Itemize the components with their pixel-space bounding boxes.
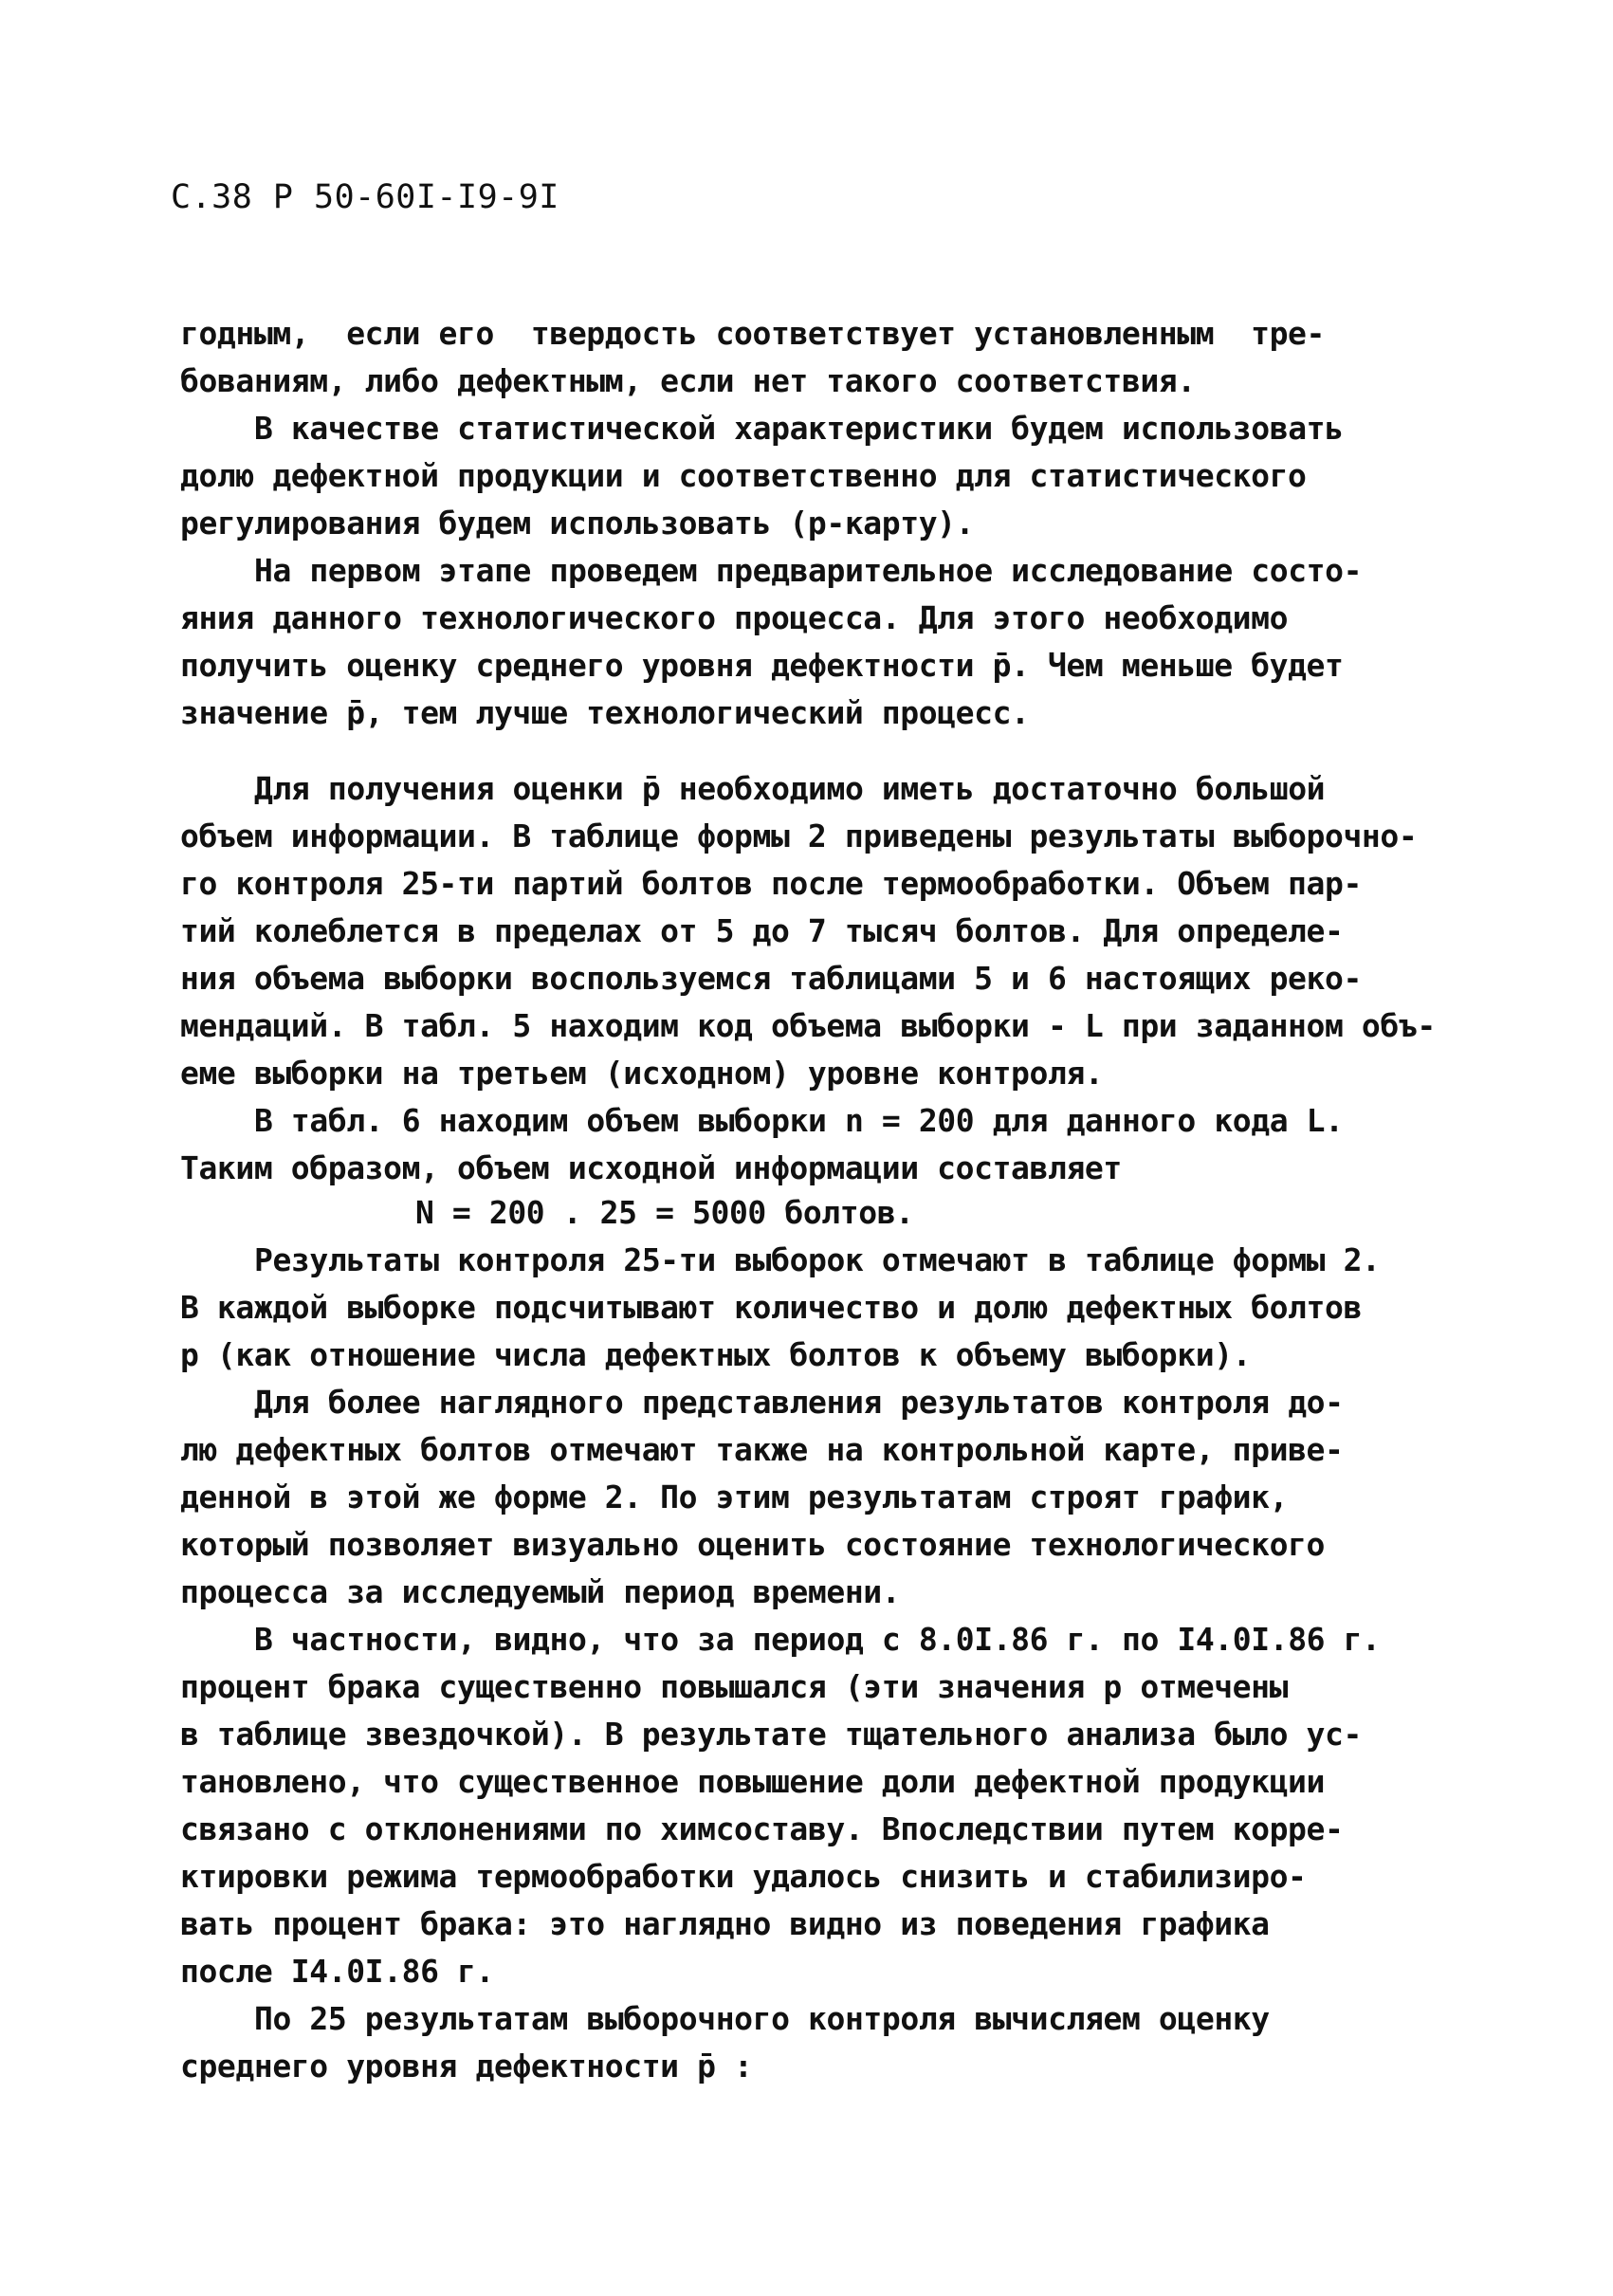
text-line: ния объема выборки воспользуемся таблицами 5 и 6 настоящих реко- (180, 960, 1362, 997)
text-line: долю дефектной продукции и соответственно для статистического (180, 457, 1307, 494)
text-line: По 25 результатам выборочного контроля вычисляем оценку (254, 2000, 1270, 2037)
text-line: после I4.0I.86 г. (180, 1953, 494, 1990)
text-line: тановлено, что существенное повышение доли дефектной продукции (180, 1763, 1325, 1800)
text-line: ктировки режима термообработки удалось снизить и стабилизиро- (180, 1858, 1307, 1895)
text-line: Для получения оценки p̄ необходимо иметь достаточно большой (254, 770, 1326, 807)
text-line: Для более наглядного представления результатов контроля до- (254, 1384, 1344, 1421)
text-line: В табл. 6 находим объем выборки n = 200 для данного кода L. (254, 1102, 1344, 1139)
text-line: который позволяет визуально оценить состояние технологического (180, 1526, 1325, 1563)
text-line: вать процент брака: это наглядно видно из поведения графика (180, 1905, 1270, 1942)
text-line: р (как отношение числа дефектных болтов к объему выборки). (180, 1336, 1252, 1373)
text-line: в таблице звездочкой). В результате тщательного анализа было ус- (180, 1716, 1362, 1753)
text-line: связано с отклонениями по химсоставу. Впоследствии путем корре- (180, 1810, 1344, 1847)
formula-line: N = 200 . 25 = 5000 болтов. (415, 1194, 914, 1231)
text-line: лю дефектных болтов отмечают также на контрольной карте, приве- (180, 1431, 1344, 1468)
text-line: тий колеблется в пределах от 5 до 7 тысяч болтов. Для определе- (180, 912, 1344, 949)
text-line: мендаций. В табл. 5 находим код объема выборки - L при заданном объ- (180, 1007, 1436, 1044)
text-line: В качестве статистической характеристики будем использовать (254, 410, 1344, 447)
text-line: еме выборки на третьем (исходном) уровне контроля. (180, 1055, 1104, 1092)
text-line: денной в этой же форме 2. По этим результатам строят график, (180, 1479, 1289, 1515)
text-line: Результаты контроля 25-ти выборок отмечают в таблице формы 2. (254, 1241, 1381, 1278)
text-line: регулирования будем использовать (р-карту). (180, 505, 975, 542)
text-line: процент брака существенно повышался (эти значения р отмечены (180, 1668, 1289, 1705)
text-line: значение p̄, тем лучше технологический процесс. (180, 694, 1030, 731)
page-header: С.38 Р 50-60I-I9-9I (171, 178, 559, 216)
text-line: среднего уровня дефектности p̄ : (180, 2048, 753, 2085)
text-line: процесса за исследуемый период времени. (180, 1573, 901, 1610)
text-line: го контроля 25-ти партий болтов после термообработки. Объем пар- (180, 865, 1362, 902)
text-line: годным, если его твердость соответствует установленным тре- (180, 315, 1325, 352)
text-line: яния данного технологического процесса. Для этого необходимо (180, 599, 1289, 636)
text-line: Таким образом, объем исходной информации составляет (180, 1149, 1122, 1186)
text-line: объем информации. В таблице формы 2 приведены результаты выборочно- (180, 817, 1418, 854)
text-line: получить оценку среднего уровня дефектности p̄. Чем меньше будет (180, 647, 1344, 684)
text-line: бованиям, либо дефектным, если нет такого соответствия. (180, 362, 1196, 399)
text-line: На первом этапе проведем предварительное исследование состо- (254, 552, 1363, 589)
text-line: В частности, видно, что за период с 8.0I.86 г. по I4.0I.86 г. (254, 1621, 1381, 1658)
text-line: В каждой выборке подсчитывают количество и долю дефектных болтов (180, 1289, 1362, 1326)
